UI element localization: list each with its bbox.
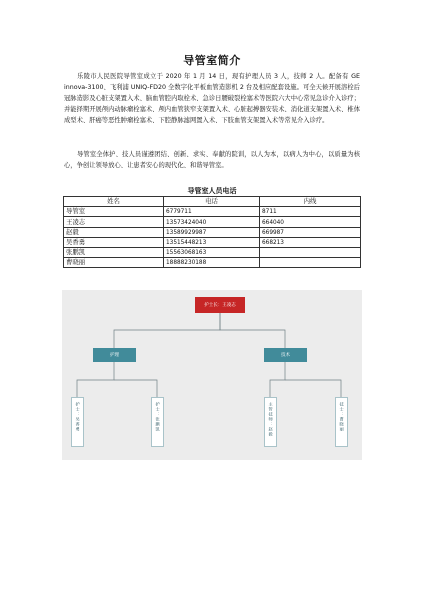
cell-phone: 18888230188 <box>164 258 260 268</box>
org-branch-nursing: 护理 <box>93 348 136 362</box>
org-member-label: 技士：曹晓丽 <box>339 402 345 432</box>
org-root-head-nurse: 护士长：王凌志 <box>195 297 245 313</box>
table-row <box>64 237 361 247</box>
cell-phone: 13515448213 <box>164 237 260 247</box>
cell-extension <box>260 258 361 268</box>
cell-extension: 8711 <box>260 207 361 217</box>
page-title: 导管室简介 <box>183 54 241 67</box>
org-member-label: 护士：吴香勇 <box>75 402 81 432</box>
intro-paragraph: 乐陵市人民医院导管室成立于 2020 年 1 月 14 日，现有护理人员 3 人，技师 2 人。配备有 GE innova-3100、飞利浦 UNIQ-FD20 全数字化平板血管造影机 2 台及相应配套设施。可全天候开展溶栓后冠脉造影及心脏支架置入术、脑血管腔内取栓术、急诊日腰破裂栓塞术等医院六大中心常见急诊介入诊疗；并能择期开展颅内动脉瘤栓塞术、颅内血管狭窄支架置入术、心脏起搏器安装术、消化道支架置入术、椎体成型术、肝癌等恶性肿瘤栓塞术、下腔静脉滤网置入术、下肢血管支架置入术等常见介入诊疗。 <box>64 73 360 125</box>
table-caption: 导管室人员电话 <box>187 187 237 195</box>
org-member-label: 主管技师：赵毅 <box>268 402 274 437</box>
cell-name: 王凌志 <box>64 217 164 227</box>
org-member-card <box>335 397 348 447</box>
cell-name: 赵毅 <box>64 227 164 237</box>
table-row <box>64 207 361 217</box>
org-branch-technical: 技术 <box>264 348 307 362</box>
org-member-card <box>151 397 164 447</box>
table-row <box>64 217 361 227</box>
cell-extension: 664040 <box>260 217 361 227</box>
cell-name: 导管室 <box>64 207 164 217</box>
table-row <box>64 258 361 268</box>
org-chart-background <box>62 290 362 460</box>
header-name: 姓名 <box>64 197 164 207</box>
header-phone: 电话 <box>164 197 260 207</box>
cell-extension <box>260 247 361 257</box>
motto-paragraph: 导管室全体护、技人员谨遵团结、创新、求实、奉献的院训，以人为本，以病人为中心，以质量为核心，争创让领导放心、让患者安心的现代化、和谐导管室。 <box>64 151 360 170</box>
cell-phone: 6779711 <box>164 207 260 217</box>
cell-name: 曹晓丽 <box>64 258 164 268</box>
org-member-label: 护士：张鹏凯 <box>155 402 161 432</box>
cell-name: 张鹏凯 <box>64 247 164 257</box>
org-member-card <box>71 397 84 447</box>
cell-phone: 13589929987 <box>164 227 260 237</box>
cell-extension: 669987 <box>260 227 361 237</box>
cell-name: 吴香勇 <box>64 237 164 247</box>
table-header-row <box>64 197 361 207</box>
org-member-card <box>264 397 277 447</box>
table-row <box>64 247 361 257</box>
cell-phone: 15563068163 <box>164 247 260 257</box>
table-row <box>64 227 361 237</box>
phone-table <box>63 196 361 268</box>
cell-extension: 668213 <box>260 237 361 247</box>
cell-phone: 13573424040 <box>164 217 260 227</box>
header-extension: 内线 <box>260 197 361 207</box>
